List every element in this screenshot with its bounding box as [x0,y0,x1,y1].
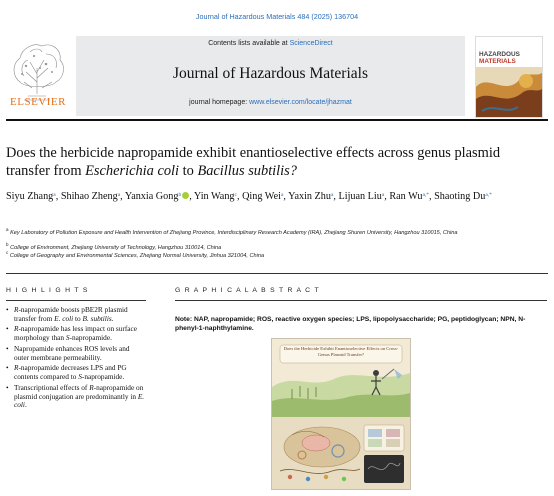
graphical-abstract-illustration [272,339,410,489]
highlight-item: • R-napropamide boosts pBE2R plasmid transfer from E. coli to B. subtilis. [6,306,146,324]
journal-homepage-line [76,99,465,106]
title-text-2: to [179,163,198,179]
homepage-link[interactable]: www.elsevier.com/locate/jhazmat [249,99,352,106]
highlight-item: • R-napropamide decreases LPS and PG contents compared to S-napropamide. [6,364,146,382]
title-species-1: Escherichia coli [85,163,180,179]
publisher-wordmark[interactable]: ELSEVIER [10,96,66,108]
author[interactable]: Shihao Zheng$^a$ [60,191,121,202]
author[interactable]: Yaxin Zhu$^a$ [288,191,334,202]
author[interactable]: Yin Wang$^c$ [193,191,237,202]
affiliation-b: $^b$ College of Environment, Zhejiang University of Technology, Hangzhou 310014, China [6,242,222,251]
cover-title-line1: HAZARDOUS [479,51,520,58]
journal-citation[interactable]: Journal of Hazardous Materials 484 (2025) 136704 [195,12,359,21]
journal-header-band [76,36,465,116]
highlight-item: • Napropamide enhances ROS levels and outer membrane permeability. [6,345,146,363]
author[interactable]: Lijuan Liu$^a$ [338,191,385,202]
title-text-1: Does the herbicide napropamide exhibit enantioselective effects across genus plasmid transfer from [6,145,501,179]
figure-title: Does the Herbicide Exhibit Enantioselective Effects on Cross-Genus Plasmid Transfer? [283,346,399,357]
header-divider [6,119,548,121]
journal-title[interactable]: Journal of Hazardous Materials [173,65,368,82]
author[interactable]: Siyu Zhang$^a$ [6,191,56,202]
highlight-item: • R-napropamide has less impact on surface morphology than S-napropamide. [6,325,146,343]
homepage-prefix: journal homepage: [189,99,250,106]
contents-line [76,40,465,47]
highlights-heading: H I G H L I G H T S [6,287,89,294]
affiliation-a: $^a$ Key Laboratory of Pollution Exposure and Health Intervention of Zhejiang Province, Interdisciplinary Research Academy (IRA), Zhejiang Shuren University, Hangzhou 310015, China [6,227,458,236]
title-species-2: Bacillus subtilis? [197,163,297,179]
journal-cover-thumbnail[interactable] [475,36,543,118]
author-list: Siyu Zhang$^a$, Shihao Zheng$^a$, Yanxia Gong$^b$ , Yin Wang$^c$, Qing Wei$^a$, Yaxin Zhu$^a$, Lijuan Liu$^a$, Ran $Wu^{a,*}$, Shaoting $Du^{a,*}$ [6,191,492,202]
cover-title [479,51,541,65]
cover-title-line2: MATERIALS [479,58,516,65]
highlights-rule [6,300,146,301]
sciencedirect-link[interactable]: ScienceDirect [289,40,333,47]
graphical-abstract-note: Note: NAP, napropamide; ROS, reactive oxygen species; LPS, lipopolysaccharide; PG, peptidoglycan; NPN, N-phenyl-1-naphthylamine. [175,316,526,333]
graphical-abstract-rule [175,300,547,301]
graphical-abstract-heading: G R A P H I C A L A B S T R A C T [175,287,320,294]
contents-prefix: Contents lists available at [208,40,290,47]
article-title[interactable] [6,144,526,180]
highlights-list [6,306,146,412]
author[interactable]: Ran $Wu^{a,*}$ [389,191,430,202]
graphical-abstract-figure[interactable] [271,338,411,490]
author[interactable]: Qing Wei$^a$ [242,191,284,202]
affiliation-divider [6,273,548,274]
affiliation-c: $^c$ College of Geography and Environmental Sciences, Zhejiang Normal University, Jinhua 321004, China [6,250,265,259]
cover-artwork [476,67,542,117]
author[interactable]: Shaoting $Du^{a,*}$ [434,191,492,202]
author[interactable]: Yanxia Gong$^b$ [125,191,189,202]
highlight-item: • Transcriptional effects of R-napropamide on plasmid conjugation are predominantly in E. coli. [6,384,146,411]
